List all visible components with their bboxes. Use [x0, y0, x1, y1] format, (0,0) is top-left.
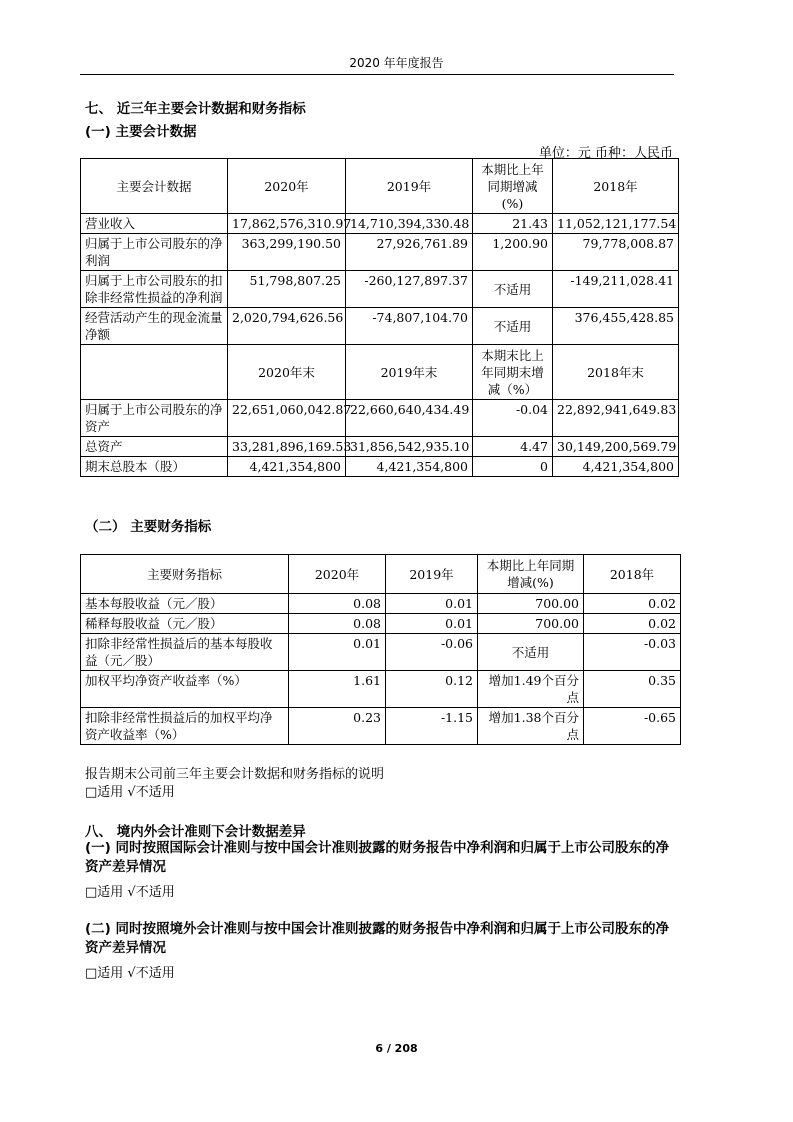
value-cell: 0: [473, 457, 553, 477]
row-label-cell: 稀释每股收益（元／股）: [81, 614, 289, 634]
value-cell: 0.01: [289, 634, 386, 671]
value-cell: 1.61: [289, 671, 386, 708]
header-cell: 2020年末: [228, 345, 346, 400]
value-cell: -0.06: [386, 634, 478, 671]
value-cell: 0.08: [289, 594, 386, 614]
header-cell: 主要会计数据: [81, 159, 228, 214]
value-cell: 0.12: [386, 671, 478, 708]
explain-option: □适用 √不适用: [85, 785, 175, 800]
header-cell: 2020年: [228, 159, 346, 214]
value-cell: 14,710,394,330.48: [346, 214, 473, 234]
value-cell: 22,651,060,042.87: [228, 400, 346, 437]
value-cell: 不适用: [473, 271, 553, 308]
value-cell: 0.35: [584, 671, 681, 708]
main-accounting-table: [80, 158, 679, 477]
value-cell: 4.47: [473, 437, 553, 457]
value-cell: 376,455,428.85: [553, 308, 679, 345]
value-cell: -260,127,897.37: [346, 271, 473, 308]
value-cell: 0.02: [584, 594, 681, 614]
value-cell: 0.01: [386, 614, 478, 634]
value-cell: 2,020,794,626.56: [228, 308, 346, 345]
header-cell: 2019年末: [346, 345, 473, 400]
row-label-cell: 加权平均净资产收益率（%）: [81, 671, 289, 708]
row-label-cell: 扣除非经常性损益后的基本每股收益（元／股）: [81, 634, 289, 671]
value-cell: 不适用: [473, 308, 553, 345]
value-cell: 79,778,008.87: [553, 234, 679, 271]
row-label-cell: 营业收入: [81, 214, 228, 234]
page-number: 6 / 208: [375, 1042, 418, 1055]
financial-indicator-table: [80, 554, 681, 745]
header-cell: 2018年: [584, 555, 681, 594]
table-row: [81, 671, 681, 708]
header-cell: 主要财务指标: [81, 555, 289, 594]
section8-sub2: (二) 同时按照境外会计准则与按中国会计准则披露的财务报告中净利润和归属于上市公司股东的净资产差异情况: [85, 921, 670, 956]
value-cell: 22,660,640,434.49: [346, 400, 473, 437]
row-label-cell: 归属于上市公司股东的净资产: [81, 400, 228, 437]
value-cell: 0.01: [386, 594, 478, 614]
section8-option2: □适用 √不适用: [85, 966, 175, 981]
table-row: [81, 271, 679, 308]
value-cell: 4,421,354,800: [228, 457, 346, 477]
table-row: [81, 214, 679, 234]
value-cell: 51,798,807.25: [228, 271, 346, 308]
header-cell: 2019年: [386, 555, 478, 594]
row-label-cell: 基本每股收益（元／股）: [81, 594, 289, 614]
value-cell: 增加1.49个百分点: [478, 671, 584, 708]
row-label-cell: 归属于上市公司股东的净利润: [81, 234, 228, 271]
row-label-cell: 总资产: [81, 437, 228, 457]
value-cell: 22,892,941,649.83: [553, 400, 679, 437]
value-cell: -1.15: [386, 708, 478, 745]
section7-title: 七、 近三年主要会计数据和财务指标: [85, 101, 306, 117]
value-cell: 4,421,354,800: [553, 457, 679, 477]
value-cell: 4,421,354,800: [346, 457, 473, 477]
unit-label: 单位：元 币种：人民币: [538, 146, 673, 161]
value-cell: 33,281,896,169.53: [228, 437, 346, 457]
value-cell: 11,052,121,177.54: [553, 214, 679, 234]
value-cell: 17,862,576,310.97: [228, 214, 346, 234]
section8-sub1: (一) 同时按照国际会计准则与按中国会计准则披露的财务报告中净利润和归属于上市公司股东的净资产差异情况: [85, 840, 670, 875]
row-label-cell: 期末总股本（股）: [81, 457, 228, 477]
value-cell: 363,299,190.50: [228, 234, 346, 271]
header-divider: [80, 74, 674, 75]
table-row: [81, 634, 681, 671]
table-row: [81, 594, 681, 614]
header-cell: 本期比上年同期增减(%): [473, 159, 553, 214]
value-cell: 31,856,542,935.10: [346, 437, 473, 457]
table-row: [81, 400, 679, 437]
header-cell: 本期比上年同期增减(%): [478, 555, 584, 594]
row-label-cell: 经营活动产生的现金流量净额: [81, 308, 228, 345]
value-cell: 0.02: [584, 614, 681, 634]
value-cell: 30,149,200,569.79: [553, 437, 679, 457]
explain-text: 报告期末公司前三年主要会计数据和财务指标的说明: [85, 767, 385, 782]
section7-sub2: （二） 主要财务指标: [85, 519, 212, 535]
row-label-cell: 扣除非经常性损益后的加权平均净资产收益率（%）: [81, 708, 289, 745]
section8-option1: □适用 √不适用: [85, 885, 175, 900]
header-cell: 本期末比上年同期末增减（%）: [473, 345, 553, 400]
value-cell: 27,926,761.89: [346, 234, 473, 271]
value-cell: -0.65: [584, 708, 681, 745]
header-cell: 2019年: [346, 159, 473, 214]
table-row: [81, 308, 679, 345]
section7-sub1: (一) 主要会计数据: [85, 124, 197, 140]
value-cell: 0.23: [289, 708, 386, 745]
table-row: [81, 234, 679, 271]
table-row: [81, 708, 681, 745]
header-cell: 2018年末: [553, 345, 679, 400]
header-cell: 2018年: [553, 159, 679, 214]
header-cell: [81, 345, 228, 400]
value-cell: 增加1.38个百分点: [478, 708, 584, 745]
table-header-row: [81, 555, 681, 594]
section8-title: 八、 境内外会计准则下会计数据差异: [85, 824, 306, 840]
value-cell: -149,211,028.41: [553, 271, 679, 308]
report-header: 2020 年年度报告: [349, 56, 444, 70]
value-cell: -0.04: [473, 400, 553, 437]
value-cell: 21.43: [473, 214, 553, 234]
table-row: [81, 457, 679, 477]
value-cell: 0.08: [289, 614, 386, 634]
value-cell: 700.00: [478, 614, 584, 634]
value-cell: 1,200.90: [473, 234, 553, 271]
row-label-cell: 归属于上市公司股东的扣除非经常性损益的净利润: [81, 271, 228, 308]
value-cell: -74,807,104.70: [346, 308, 473, 345]
table-header-row: [81, 159, 679, 214]
table-row: [81, 437, 679, 457]
table-row: [81, 614, 681, 634]
value-cell: 不适用: [478, 634, 584, 671]
table-header-row: [81, 345, 679, 400]
value-cell: -0.03: [584, 634, 681, 671]
header-cell: 2020年: [289, 555, 386, 594]
value-cell: 700.00: [478, 594, 584, 614]
